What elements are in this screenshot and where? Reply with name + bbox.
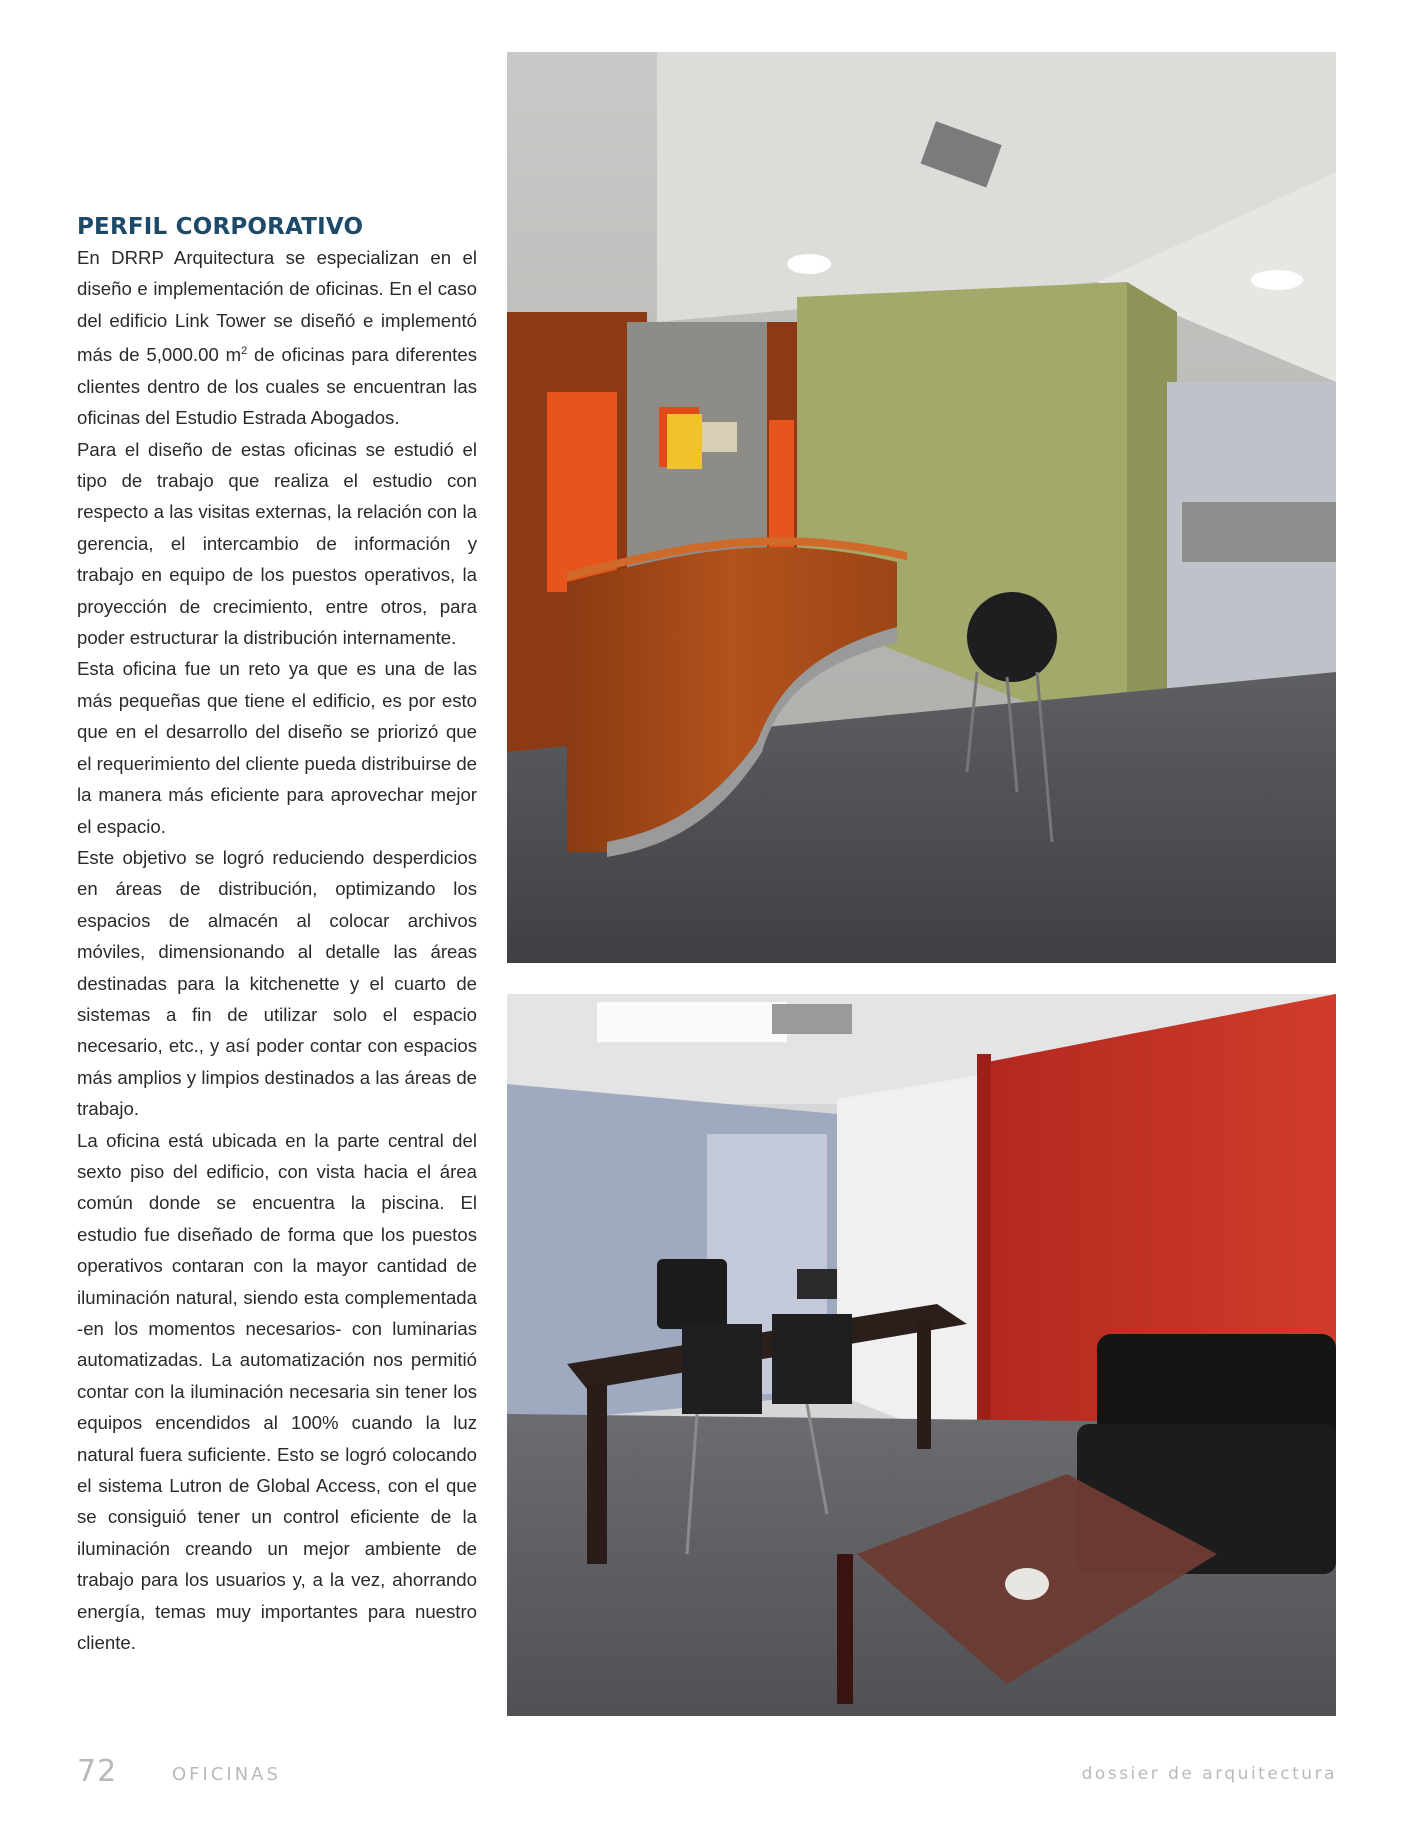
article-paragraph-1 — [77, 242, 477, 434]
page-number: 72 — [77, 1754, 118, 1789]
paragraph-1-text: En DRRP Arquitectura se especializan en el diseño e implementación de oficinas. En el caso del edificio Link Tower se diseñó e implementó más de 5,000.00 m — [77, 247, 477, 366]
article-paragraph-5: La oficina está ubicada en la parte central del sexto piso del edificio, con vista hacia el área común donde se encuentra la piscina. El estudio fue diseñado de forma que los puestos operativos contaran con la mayor cantidad de iluminación natural, siendo esta complementada -en los momentos necesarios- con luminarias automatizadas. La automatización nos permitió contar con la iluminación necesaria sin tener los equipos encendidos al 100% cuando la luz natural fuera suficiente. Esto se logró colocando el sistema Lutron de Global Access, con el que se consiguió tener un control eficiente de la iluminación creando un mejor ambiente de trabajo para los usuarios y, a la vez, ahorrando energía, temas muy importantes para nuestro cliente. — [77, 1129, 477, 1654]
office-photo — [507, 994, 1336, 1716]
superscript-2: 2 — [241, 345, 248, 358]
section-name: OFICINAS — [172, 1764, 281, 1785]
office-illustration — [507, 994, 1336, 1716]
magazine-name: dossier de arquitectura — [1081, 1764, 1337, 1784]
article-paragraph-4: Este objetivo se logró reduciendo desperdicios en áreas de distribución, optimizando los espacios de almacén al colocar archivos móviles, dimensionando al detalle las áreas destinadas para la kitchenette y el cuarto de sistemas a fin de utilizar solo el espacio necesario, etc., y así poder contar con espacios más amplios y limpios destinados a las áreas de trabajo. — [77, 846, 477, 1120]
article-heading: PERFIL CORPORATIVO — [77, 214, 364, 240]
reception-photo — [507, 52, 1336, 963]
paragraph-1-text-end: de oficinas para diferentes clientes dentro de los cuales se encuentran las oficinas del Estudio Estrada Abogados. — [77, 344, 477, 429]
article-paragraph-3: Esta oficina fue un reto ya que es una de las más pequeñas que tiene el edificio, es por esto que en el desarrollo del diseño se priorizó que el requerimiento del cliente pueda distribuirse de la manera más eficiente para aprovechar mejor el espacio. — [77, 658, 478, 837]
article-paragraph-2: Para el diseño de estas oficinas se estudió el tipo de trabajo que realiza el estudio con respecto a las visitas externas, la relación con la gerencia, el intercambio de información y trabajo en equipo de los puestos operativos, la proyección de crecimiento, entre otros, para poder estructurar la distribución internamente. — [77, 438, 477, 649]
reception-illustration — [507, 52, 1336, 963]
article-column — [77, 214, 477, 1658]
